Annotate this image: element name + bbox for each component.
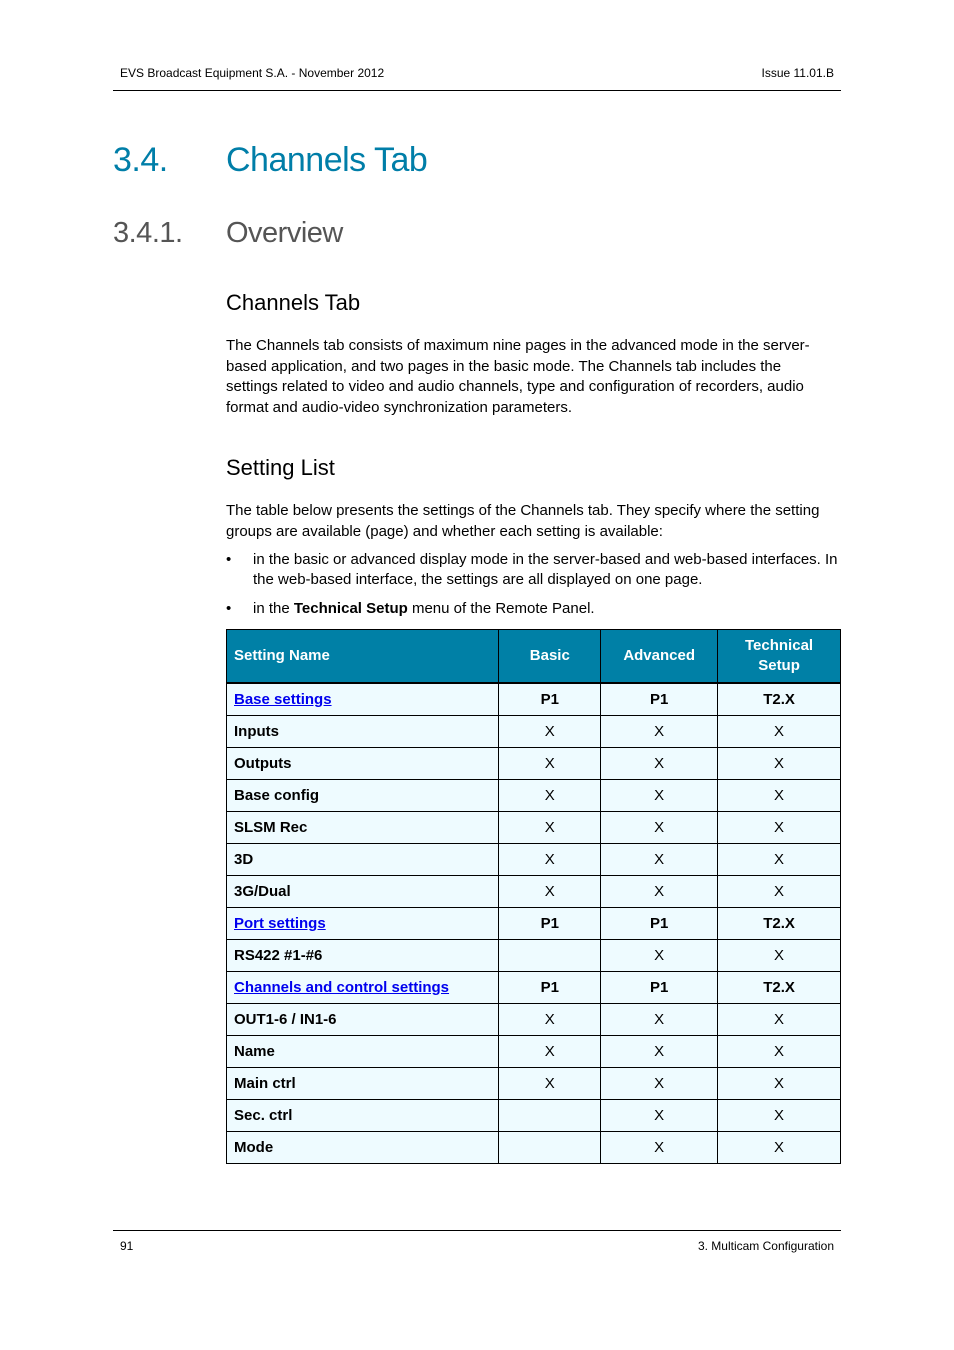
subsection-number: 3.4.1.	[113, 217, 183, 249]
setting-name-cell	[227, 812, 499, 844]
advanced-value-cell: X	[601, 1068, 718, 1100]
table-row	[227, 1004, 841, 1036]
channels-tab-heading: Channels Tab	[226, 290, 361, 315]
bullet-text-prefix: in the	[253, 600, 294, 617]
technical-value-cell: X	[718, 1036, 841, 1068]
table-row	[227, 972, 841, 1004]
advanced-value-cell: P1	[601, 683, 718, 716]
technical-value-cell: X	[718, 812, 841, 844]
setting-name: Main ctrl	[234, 1075, 296, 1092]
table-row	[227, 683, 841, 716]
setting-name: Name	[234, 1043, 275, 1060]
advanced-value-cell: X	[601, 1132, 718, 1164]
bullet-symbol: •	[226, 551, 232, 568]
setting-name-cell	[227, 972, 499, 1004]
setting-name: 3D	[234, 851, 254, 868]
technical-value-cell: X	[718, 1068, 841, 1100]
basic-value-cell: P1	[499, 908, 601, 940]
setting-name-cell	[227, 1132, 499, 1164]
setting-group-link[interactable]: Port settings	[234, 915, 326, 932]
setting-name-cell	[227, 780, 499, 812]
setting-group-link[interactable]: Channels and control settings	[234, 979, 450, 996]
setting-name: SLSM Rec	[234, 819, 308, 836]
technical-value-cell: X	[718, 780, 841, 812]
bullet-symbol: •	[226, 600, 232, 617]
section-number: 3.4.	[113, 141, 168, 179]
technical-setup-term: Technical Setup	[293, 600, 408, 617]
setting-name: Base config	[234, 787, 320, 804]
channels-tab-description: The Channels tab consists of maximum nine pages in the advanced mode in the server-based application, and two pages in the basic mode. The Channels tab includes the settings related to video and audio channels, type and configuration of recorders, audio format and audio-video synchronization parameters.	[226, 337, 810, 416]
basic-value-cell: X	[499, 748, 601, 780]
basic-value-cell: P1	[499, 972, 601, 1004]
basic-value-cell: X	[499, 812, 601, 844]
setting-name-cell	[227, 940, 499, 972]
technical-value-cell: X	[718, 716, 841, 748]
basic-value-cell	[499, 940, 601, 972]
setting-name: Inputs	[234, 723, 279, 740]
advanced-value-cell: X	[601, 1036, 718, 1068]
table-body	[227, 683, 841, 1164]
table-row	[227, 716, 841, 748]
basic-value-cell: X	[499, 1004, 601, 1036]
header-company-date: EVS Broadcast Equipment S.A. - November 2012	[120, 66, 385, 80]
subsection-heading	[113, 217, 343, 250]
basic-value-cell: X	[499, 844, 601, 876]
section-heading	[113, 141, 428, 180]
setting-name-cell	[227, 1068, 499, 1100]
chapter-name: 3. Multicam Configuration	[697, 1239, 834, 1253]
setting-name-cell	[227, 748, 499, 780]
table-row	[227, 1100, 841, 1132]
section-title: Channels Tab	[226, 141, 428, 179]
basic-value-cell: X	[499, 1068, 601, 1100]
bullet-text-suffix: menu of the Remote Panel.	[407, 600, 595, 617]
page-footer	[113, 1230, 841, 1255]
setting-name: OUT1-6 / IN1-6	[234, 1011, 337, 1028]
page-header	[113, 64, 841, 91]
table-row	[227, 1132, 841, 1164]
basic-value-cell	[499, 1132, 601, 1164]
setting-list-intro: The table below presents the settings of the Channels tab. They specify where the setting groups are available (page) and whether each setting is available:	[226, 502, 820, 540]
setting-list-heading: Setting List	[226, 455, 335, 480]
technical-value-cell: X	[718, 940, 841, 972]
technical-value-cell: X	[718, 1004, 841, 1036]
table-header-row	[227, 630, 841, 684]
advanced-value-cell: X	[601, 1100, 718, 1132]
basic-value-cell: P1	[499, 683, 601, 716]
subsection-title: Overview	[226, 217, 343, 249]
column-header-advanced: Advanced	[601, 630, 718, 684]
table-row	[227, 844, 841, 876]
advanced-value-cell: X	[601, 940, 718, 972]
table-row	[227, 876, 841, 908]
setting-name-cell	[227, 716, 499, 748]
setting-name: Mode	[234, 1139, 274, 1156]
advanced-value-cell: X	[601, 780, 718, 812]
advanced-value-cell: X	[601, 812, 718, 844]
header-issue: Issue 11.01.B	[761, 66, 834, 80]
table-row	[227, 812, 841, 844]
table-row	[227, 1068, 841, 1100]
setting-name-cell	[227, 908, 499, 940]
setting-name-cell	[227, 1004, 499, 1036]
table-row	[227, 748, 841, 780]
column-header-technical-setup: Technical Setup	[718, 630, 841, 684]
column-header-basic: Basic	[499, 630, 601, 684]
advanced-value-cell: X	[601, 716, 718, 748]
basic-value-cell: X	[499, 876, 601, 908]
table-row	[227, 780, 841, 812]
technical-value-cell: T2.X	[718, 972, 841, 1004]
table-row	[227, 908, 841, 940]
advanced-value-cell: X	[601, 876, 718, 908]
setting-name-cell	[227, 1100, 499, 1132]
advanced-value-cell: X	[601, 748, 718, 780]
technical-value-cell: X	[718, 876, 841, 908]
setting-name-cell	[227, 876, 499, 908]
basic-value-cell: X	[499, 1036, 601, 1068]
setting-name: Outputs	[234, 755, 292, 772]
advanced-value-cell: X	[601, 1004, 718, 1036]
setting-name-cell	[227, 844, 499, 876]
bullet-text: in the basic or advanced display mode in the server-based and web-based interfaces. In the web-based interface, the settings are all displayed on one page.	[253, 551, 838, 588]
setting-group-link[interactable]: Base settings	[234, 691, 332, 708]
technical-value-cell: X	[718, 844, 841, 876]
column-header-setting-name: Setting Name	[227, 630, 499, 684]
table-row	[227, 940, 841, 972]
page-number: 91	[120, 1239, 134, 1253]
setting-name: RS422 #1-#6	[234, 947, 323, 964]
technical-value-cell: X	[718, 1100, 841, 1132]
basic-value-cell	[499, 1100, 601, 1132]
setting-name-cell	[227, 1036, 499, 1068]
advanced-value-cell: P1	[601, 972, 718, 1004]
table-row	[227, 1036, 841, 1068]
basic-value-cell: X	[499, 780, 601, 812]
setting-name: Sec. ctrl	[234, 1107, 293, 1124]
technical-value-cell: X	[718, 748, 841, 780]
bullet-text	[253, 599, 843, 619]
setting-name: 3G/Dual	[234, 883, 291, 900]
basic-value-cell: X	[499, 716, 601, 748]
advanced-value-cell: P1	[601, 908, 718, 940]
technical-value-cell: T2.X	[718, 908, 841, 940]
settings-table	[226, 629, 841, 1164]
advanced-value-cell: X	[601, 844, 718, 876]
technical-value-cell: X	[718, 1132, 841, 1164]
technical-value-cell: T2.X	[718, 683, 841, 716]
setting-name-cell	[227, 683, 499, 716]
